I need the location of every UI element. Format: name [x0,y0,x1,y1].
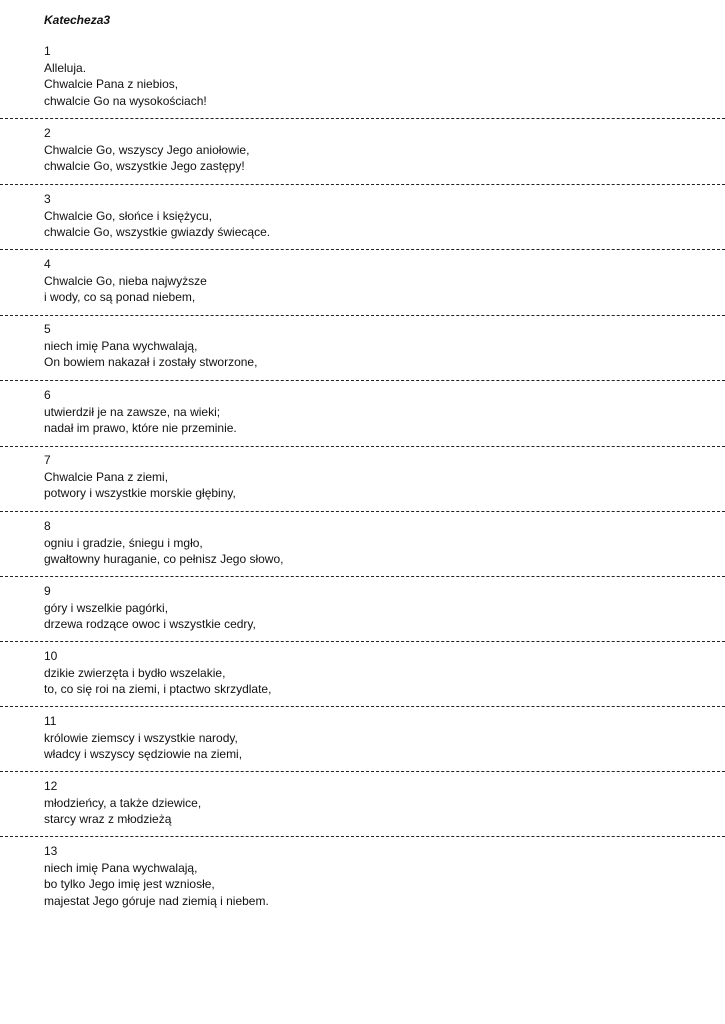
stanza-line: młodzieńcy, a także dziewice, [44,795,202,810]
stanza-12 [44,778,704,828]
dashed-divider [0,771,725,772]
stanza-line: utwierdził je na zawsze, na wieki; [44,404,221,419]
dashed-divider [0,380,725,381]
stanza-number: 8 [44,519,51,533]
stanza-line: niech imię Pana wychwalają, [44,338,198,353]
stanza-line: bo tylko Jego imię jest wzniosłe, [44,877,215,892]
stanza-number: 4 [44,257,51,271]
stanza-line: majestat Jego góruje nad ziemią i niebem. [44,893,269,908]
dashed-divider [0,836,725,837]
document-title: Katecheza3 [44,13,111,27]
stanza-10 [44,648,704,698]
stanza-line: gwałtowny huraganie, co pełnisz Jego słowo, [44,552,284,567]
stanza-line: Chwalcie Go, wszyscy Jego aniołowie, [44,142,250,157]
stanza-line: chwalcie Go, wszystkie gwiazdy świecące. [44,225,271,240]
stanza-number: 2 [44,126,51,140]
stanza-line: potwory i wszystkie morskie głębiny, [44,486,236,501]
stanza-line: starcy wraz z młodzieżą [44,812,172,827]
dashed-divider [0,249,725,250]
dashed-divider [0,511,725,512]
stanza-1 [44,43,704,109]
stanza-line: Chwalcie Pana z ziemi, [44,469,169,484]
stanza-number: 10 [44,649,58,663]
stanza-number: 7 [44,453,51,467]
stanza-line: królowie ziemscy i wszystkie narody, [44,730,238,745]
dashed-divider [0,576,725,577]
stanza-line: Alleluja. [44,60,87,75]
stanza-line: chwalcie Go, wszystkie Jego zastępy! [44,159,245,174]
stanza-6 [44,387,704,437]
stanza-number: 3 [44,192,51,206]
stanza-number: 11 [44,714,57,728]
stanza-number: 5 [44,322,51,336]
dashed-divider [0,641,725,642]
stanza-number: 1 [44,44,51,58]
stanza-8 [44,518,704,568]
stanza-line: władcy i wszyscy sędziowie na ziemi, [44,747,243,762]
stanza-11 [44,713,704,763]
dashed-divider [0,118,725,119]
stanza-13 [44,843,704,909]
stanza-line: ogniu i gradzie, śniegu i mgło, [44,535,203,550]
stanza-line: chwalcie Go na wysokościach! [44,93,207,108]
stanza-2 [44,125,704,175]
stanza-line: On bowiem nakazał i zostały stworzone, [44,355,258,370]
stanza-5 [44,321,704,371]
stanza-line: dzikie zwierzęta i bydło wszelakie, [44,665,226,680]
stanza-line: Chwalcie Go, nieba najwyższe [44,273,207,288]
stanza-line: drzewa rodzące owoc i wszystkie cedry, [44,617,256,632]
stanza-line: Chwalcie Pana z niebios, [44,77,179,92]
stanza-line: niech imię Pana wychwalają, [44,860,198,875]
dashed-divider [0,184,725,185]
stanza-line: góry i wszelkie pagórki, [44,600,169,615]
stanza-line: to, co się roi na ziemi, i ptactwo skrzydlate, [44,682,272,697]
stanza-7 [44,452,704,502]
stanza-line: nadał im prawo, które nie przeminie. [44,421,237,436]
stanza-number: 9 [44,584,51,598]
stanza-number: 13 [44,844,58,858]
stanza-number: 12 [44,779,58,793]
dashed-divider [0,315,725,316]
dashed-divider [0,706,725,707]
stanza-3 [44,191,704,241]
stanza-4 [44,256,704,306]
dashed-divider [0,446,725,447]
stanza-9 [44,583,704,633]
stanza-line: i wody, co są ponad niebem, [44,290,196,305]
stanza-line: Chwalcie Go, słońce i księżycu, [44,208,213,223]
stanza-number: 6 [44,388,51,402]
